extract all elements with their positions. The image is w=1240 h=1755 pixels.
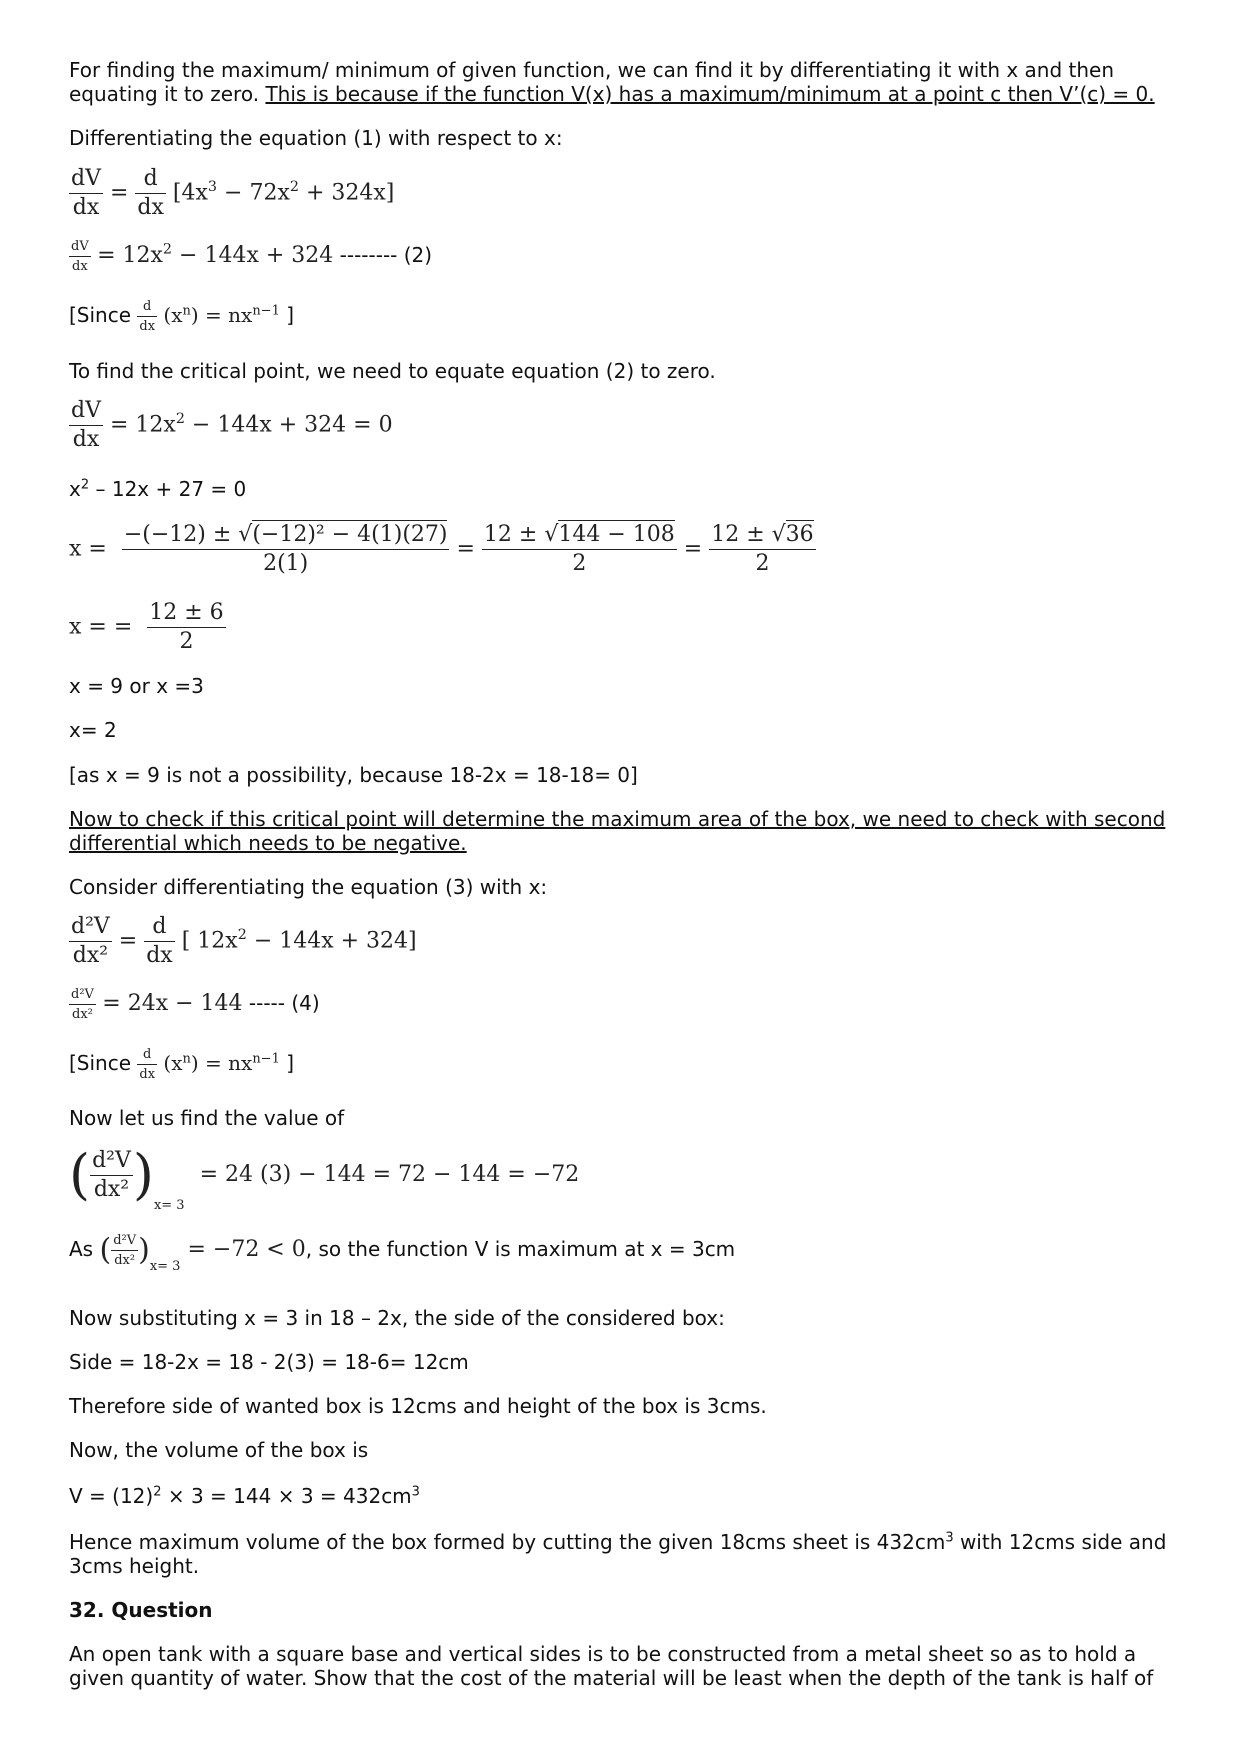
paragraph-hence: Hence maximum volume of the box formed by cutting the given 18cms sheet is $432cm^3$ with 12cms side and 3cms height. [69,1530,1167,1578]
paragraph-critical-point: To find the critical point, we need to equate equation (2) to zero. [69,359,716,383]
equation-four: $\frac{\text{d²V}}{\text{dx²}}$ = 24x − 144 ----- (4) [71,987,320,1022]
paragraph-x2: x= 2 [69,718,117,742]
paragraph-therefore: Therefore side of wanted box is 12cms and height of the box is 3cms. [69,1394,767,1418]
fraction-d2v-dx2: $\frac{\text{d²V}}{\text{dx²}}$ [71,914,110,968]
paragraph-volume-value: $V = (12)^2 \times 3 = 144 \times 3 = 432cm^3$ [69,1484,420,1508]
equation-second-derivative: $\frac{\text{d²V}}{\text{dx²}}$ = $\frac{d}{dx}$ [ $12x^2 - 144x + 324$] [71,914,417,968]
equation-quadratic-formula: x = $\frac{\text{−(−12) ± √(−12)² − 4(1)(27)}}{2(1)}$ = $\frac{12 \pm √144 - 108}{2}$ = $\frac{12 \pm √36}{2}$ [69,522,814,576]
fraction-quadratic-1: $\frac{\text{−(−12) ± √(−12)² − 4(1)(27)}}{2(1)}$ [123,522,448,576]
equation-two: $\frac{dV}{dx}$ = $12x^2 - 144x + 324$ -------- (2) [71,239,433,274]
paragraph-differentiating: Differentiating the equation (1) with respect to x: [69,126,563,150]
quadratic-equation: $x^2 - 12x + 27 = 0$ [69,477,247,501]
intro-underlined-text: This is because if the function V(x) has a maximum/minimum at a point c then V’(c) = 0. [265,82,1155,106]
fraction-d-dx: $\frac{d}{dx}$ [146,914,173,968]
paragraph-not-possible: [as x = 9 is not a possibility, because 18-2x = 18-18= 0] [69,763,638,787]
since-rule-2: [Since $\frac{d}{dx}$ $(x^n) = nx^{n-1}$ ] [69,1047,295,1082]
paragraph-find-value: Now let us find the value of [69,1106,345,1130]
fraction-d-dx: $\frac{d}{dx}$ [137,166,164,220]
fraction-dv-dx: $\frac{dV}{dx}$ [71,398,101,452]
paragraph-second-derivative-check: Now to check if this critical point will determine the maximum area of the box, we need to check with second differential which needs to be negative. [69,807,1166,855]
paragraph-roots: x = 9 or x =3 [69,674,204,698]
fraction-d2v-dx2: $\frac{\text{d²V}}{\text{dx²}}$ [92,1147,131,1202]
fraction-dv-dx: $\frac{dV}{dx}$ [71,166,101,220]
intro-text: equating it to zero. [69,82,266,106]
paragraph-maximum-conclusion: As ( $\frac{\text{d²V}}{\text{dx²}}$ )$_{x= 3} = -72 < 0$, so the function V is maximum at x = 3cm [69,1232,736,1274]
fraction-quadratic-2: $\frac{12 \pm √144 - 108}{2}$ [483,522,675,576]
paragraph-intro-1: For finding the maximum/ minimum of given function, we can find it by differentiating it with x and then [69,58,1115,82]
question-text: An open tank with a square base and vertical sides is to be constructed from a metal sheet so as to hold a given quantity of water. Show that the cost of the material will be least when the depth of the tank is half of [69,1642,1154,1690]
fraction-d-dx-small: $\frac{d}{dx}$ [139,299,156,334]
equation-first-derivative: $\frac{dV}{dx}$ = $\frac{d}{dx}$ $[4x^3 - 72x^2 + 324x]$ [71,166,395,220]
fraction-d2v-dx2-small: $\frac{\text{d²V}}{\text{dx²}}$ [113,1233,137,1268]
equation-three: $\frac{dV}{dx}$ = $12x^2 - 144x + 324 = 0$ [71,398,393,452]
question-heading: 32. Question [69,1598,213,1622]
since-rule-1: [Since $\frac{d}{dx}$ $(x^n) = nx^{n-1}$ ] [69,299,295,334]
fraction-d-dx-small: $\frac{d}{dx}$ [139,1047,156,1082]
paragraph-substituting: Now substituting x = 3 in 18 – 2x, the side of the considered box: [69,1306,725,1330]
equation-evaluate-second-derivative: ( $\frac{\text{d²V}}{\text{dx²}}$ )$_{x= 3} = 24$ (3) − 144 = 72 − 144 = −72 [69,1143,580,1213]
fraction-quadratic-3: $\frac{12 \pm √36}{2}$ [711,522,814,576]
equation-simplified: x = = $\frac{12 \pm 6}{2}$ [69,600,224,654]
paragraph-volume-intro: Now, the volume of the box is [69,1438,369,1462]
paragraph-side: Side = 18-2x = 18 - 2(3) = 18-6= 12cm [69,1350,469,1374]
fraction-d2v-dx2-small: $\frac{\text{d²V}}{\text{dx²}}$ [71,987,94,1022]
paragraph-consider: Consider differentiating the equation (3) with x: [69,875,548,899]
fraction-dv-dx-small: $\frac{dV}{dx}$ [71,239,89,274]
paragraph-intro-2 [69,82,1179,106]
fraction-12-6-2: $\frac{12 \pm 6}{2}$ [149,600,224,654]
